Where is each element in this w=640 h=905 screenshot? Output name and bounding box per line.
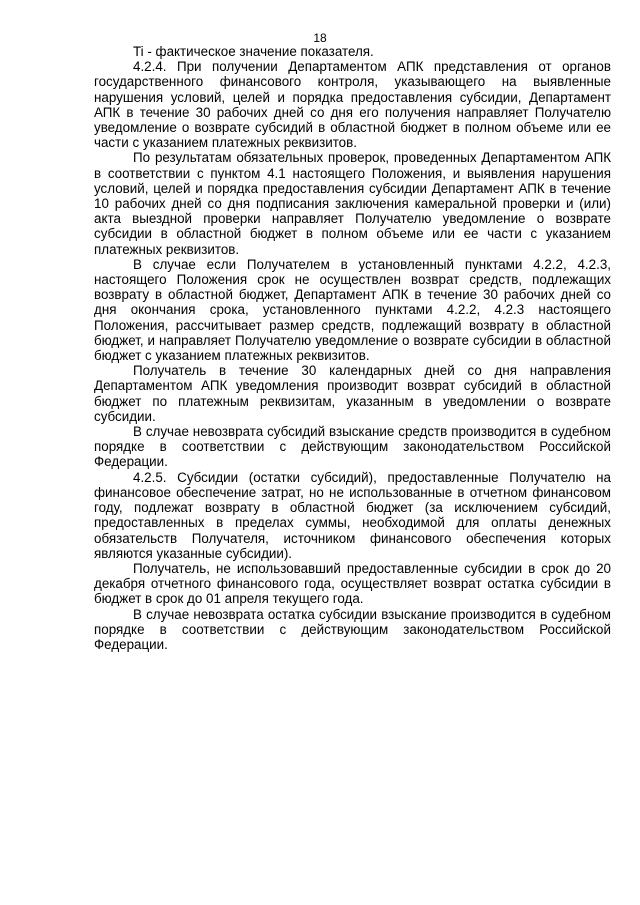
document-body [94, 44, 611, 652]
paragraph-4-2-5: 4.2.5. Субсидии (остатки субсидий), предоставленные Получателю на финансовое обеспечение затрат, но не использованные в отчетном финансовом году, подлежат возврату в областной бюджет (за исключением субсидий, предоставленных в пределах суммы, необходимой для оплаты денежных обязательств Получателя, источником финансового обеспечения которых являются указанные субсидии). [94, 469, 611, 561]
paragraph-indicator-definition: Ti - фактическое значение показателя. [133, 44, 374, 59]
paragraph-inspection-results: По результатам обязательных проверок, проведенных Департаментом АПК в соответствии с пунктом 4.1 настоящего Положения, и выявления нарушения условий, целей и порядка предоставления субсидии Департамент АПК в течение 10 рабочих дней со дня подписания заключения камеральной проверки и (или) акта выездной проверки направляет Получателю уведомление о возврате субсидии в областной бюджет в полном объеме или ее части с указанием платежных реквизитов. [94, 150, 611, 257]
paragraph-nonreturn-calculation: В случае если Получателем в установленный пунктами 4.2.2, 4.2.3, настоящего Положения срок не осуществлен возврат средств, подлежащих возврату в областной бюджет, Департамент АПК в течение 30 рабочих дней со дня окончания срока, установленного пунктами 4.2.2, 4.2.3 настоящего Положения, рассчитывает размер средств, подлежащий возврату в областной бюджет, и направляет Получателю уведомление о возврате субсидии в областной бюджет с указанием платежных реквизитов. [94, 256, 611, 364]
page-number: 18 [313, 31, 327, 45]
paragraph-recipient-return: Получатель в течение 30 календарных дней со дня направления Департаментом АПК уведомления производит возврат субсидий в областной бюджет по платежным реквизитам, указанным в уведомлении о возврате субсидии. [94, 363, 611, 424]
paragraph-judicial-recovery: В случае невозврата субсидий взыскание средств производится в судебном порядке в соответствии с действующим законодательством Российской Федерации. [94, 424, 611, 470]
paragraph-remainder-judicial-recovery: В случае невозврата остатка субсидии взыскание производится в судебном порядке в соответствии с действующим законодательством Российской Федерации. [94, 606, 611, 652]
paragraph-remainder-return: Получатель, не использовавший предоставленные субсидии в срок до 20 декабря отчетного финансового года, осуществляет возврат остатка субсидии в бюджет в срок до 01 апреля текущего года. [94, 560, 611, 607]
paragraph-4-2-4: 4.2.4. При получении Департаментом АПК представления от органов государственного финансового контроля, указывающего на выявленные нарушения условий, целей и порядка предоставления субсидии, Департамент АПК в течение 30 рабочих дней со дня его получения направляет Получателю уведомление о возврате субсидий в областной бюджет в полном объеме или ее части с указанием платежных реквизитов. [94, 59, 611, 151]
